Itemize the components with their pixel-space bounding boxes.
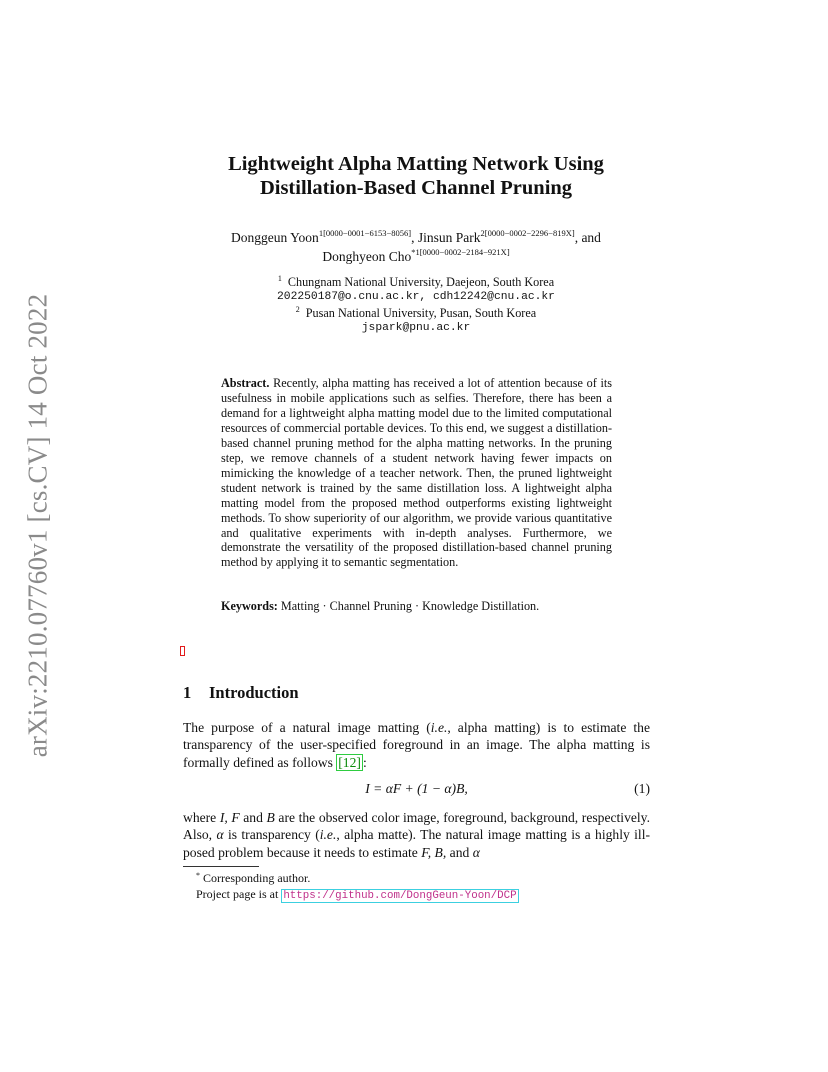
- intro-p2-ie: i.e.: [319, 827, 337, 843]
- affiliation-1: [160, 275, 672, 290]
- author-line-2: [160, 247, 672, 266]
- intro-p1-text-b: , alpha matting) is to estimate the transparency of the user-specified foreground in an image. The alpha matting is formally defined as follows: [183, 720, 650, 770]
- intro-p1-ie: i.e.: [430, 720, 448, 735]
- abstract-text: Recently, alpha matting has received a lot of attention because of its usefulness in mobile applications such as selfies. Therefore, there has been a demand for a lightweight alpha matting model due to the limited computational resources of commercial portable devices. To this end, we suggest a distillation-based channel pruning method for the alpha matting networks. In the pruning step, we remove channels of a student network having fewer impacts on mimicking the knowledge of a teacher network. Then, the pruned lightweight student network is trained by the same distillation loss. A lightweight alpha matting model from the proposed method outperforms existing lightweight methods. To show superiority of our algorithm, we provide various quantitative and qualitative experiments with in-depth analyses. Furthermore, we demonstrate the versatility of the proposed distillation-based channel pruning method by applying it to semantic segmentation.: [221, 376, 612, 570]
- footnote-rule: [183, 866, 259, 867]
- section-title: Introduction: [209, 683, 299, 702]
- author-and: , and: [574, 230, 601, 245]
- paper-title: [150, 152, 682, 200]
- abstract: [221, 376, 612, 570]
- keywords-text: Matting · Channel Pruning · Knowledge Distillation.: [280, 599, 540, 613]
- footnote-1: [196, 871, 519, 887]
- footnote-1-mark: *: [196, 871, 200, 880]
- intro-paragraph-1: [183, 719, 650, 771]
- intro-p2-text-a: where: [183, 810, 220, 825]
- footnote-2: [196, 887, 519, 905]
- intro-p2-text-c: are the observed color image, foreground, background, respectively. Also,: [183, 810, 650, 843]
- affiliations: [160, 275, 672, 337]
- intro-p2-alpha: α: [216, 827, 224, 843]
- affiliation-2-mark: 2: [295, 304, 300, 314]
- arxiv-identifier: arXiv:2210.07760v1 [cs.CV] 14 Oct 2022: [22, 293, 53, 757]
- keywords: [221, 599, 612, 614]
- title-line-2: Distillation-Based Channel Pruning: [259, 177, 573, 199]
- author-list: [160, 228, 672, 266]
- author-2-name: , Jinsun Park: [411, 230, 481, 245]
- intro-p2-text-e: , alpha matte). The natural image matting is a highly ill-posed problem because it needs to estimate: [183, 827, 651, 860]
- intro-p2-text-b: and: [239, 810, 267, 825]
- affiliation-1-email: 202250187@o.cnu.ac.kr, cdh12242@cnu.ac.kr: [277, 291, 555, 304]
- section-number: 1: [183, 683, 192, 702]
- intro-p1-text-c: :: [362, 754, 367, 770]
- intro-p2-alpha2: α: [472, 844, 480, 860]
- affiliation-2-text: Pusan National University, Pusan, South Korea: [305, 305, 537, 320]
- author-1-orcid: 1[0000−0001−6153−8056]: [318, 228, 412, 238]
- intro-p2-vars2: F, B,: [421, 844, 447, 860]
- author-2-orcid: 2[0000−0002−2296−819X]: [480, 228, 575, 238]
- footnote-2-text: Project page is at: [196, 886, 282, 901]
- section-heading-introduction: [183, 683, 299, 703]
- affiliation-2: [160, 306, 672, 321]
- intro-paragraph-2: [183, 809, 650, 861]
- intro-p2-var-b: B: [266, 810, 275, 825]
- abstract-label: Abstract.: [221, 376, 270, 390]
- footnotes: [196, 871, 519, 904]
- author-3-orcid: *1[0000−0002−2184−921X]: [411, 247, 510, 257]
- intro-p2-text-f: and: [446, 844, 473, 860]
- affiliation-1-mark: 1: [277, 274, 282, 283]
- author-1-name: Donggeun Yoon: [231, 230, 319, 245]
- project-page-link[interactable]: https://github.com/DongGeun-Yoon/DCP: [283, 889, 517, 902]
- equation-number: (1): [634, 781, 650, 796]
- intro-p2-vars: I, F: [219, 810, 240, 825]
- arxiv-sidebar-stamp: [14, 290, 62, 760]
- intro-p1-text-a: The purpose of a natural image matting (: [183, 720, 431, 735]
- author-3-name: Donghyeon Cho: [322, 249, 412, 264]
- title-line-1: Lightweight Alpha Matting Network Using: [228, 153, 604, 175]
- intro-p2-text-d: is transparency (: [223, 827, 320, 843]
- keywords-label: Keywords:: [221, 599, 278, 613]
- footnote-1-text: Corresponding author.: [203, 871, 311, 885]
- author-line-1: [160, 228, 672, 247]
- affiliation-1-text: Chungnam National University, Daejeon, South Korea: [287, 275, 555, 289]
- equation-expression: I = αF + (1 − α)B,: [365, 781, 468, 796]
- citation-link[interactable]: [12]: [338, 754, 361, 770]
- link-annotation-marker: [180, 646, 185, 656]
- affiliation-2-email: jspark@pnu.ac.kr: [361, 322, 471, 335]
